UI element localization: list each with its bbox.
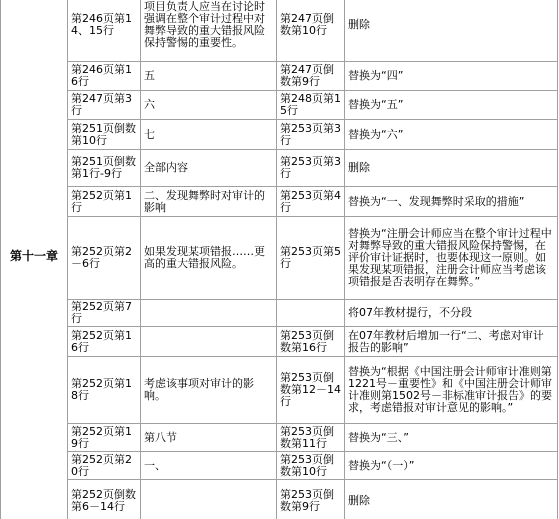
original-location: 第252页第18行 [68, 357, 141, 424]
table-row [1, 150, 558, 187]
new-location: 第253页第3行 [277, 150, 345, 187]
change-description: 替换为“五” [345, 91, 558, 120]
original-text: 全部内容 [141, 150, 277, 187]
original-location: 第252页第7行 [68, 300, 141, 327]
change-description: 替换为“四” [345, 62, 558, 91]
table-row [1, 452, 558, 480]
new-location: 第253页倒数第10行 [277, 452, 345, 480]
new-location: 第248页第15行 [277, 91, 345, 120]
change-description: 替换为“三、” [345, 424, 558, 452]
original-text: 一、 [141, 452, 277, 480]
change-description: 替换为“注册会计师应当在整个审计过程中对舞弊导致的重大错报风险保持警惕，在评价审计证据时，也要体现这一原则。如果发现某项错报，注册会计师应当考虑该项错报是否表明存在舞弊。” [345, 217, 558, 300]
original-location: 第252页第2－6行 [68, 217, 141, 300]
new-location: 第253页倒数第9行 [277, 480, 345, 519]
original-text [141, 300, 277, 327]
original-text: 五 [141, 62, 277, 91]
table-row [1, 0, 558, 62]
original-location: 第246页第14、15行 [68, 0, 141, 62]
change-description: 删除 [345, 480, 558, 519]
new-location: 第253页倒数第12－14行 [277, 357, 345, 424]
original-location: 第252页第1行 [68, 187, 141, 217]
original-text: 考虑该事项对审计的影响。 [141, 357, 277, 424]
table-row [1, 300, 558, 327]
original-text: 项目负责人应当在讨论时强调在整个审计过程中对舞弊导致的重大错报风险保持警惕的重要性。 [141, 0, 277, 62]
change-description: 删除 [345, 0, 558, 62]
table-row [1, 480, 558, 519]
change-description: 替换为“（一）” [345, 452, 558, 480]
original-location: 第252页第16行 [68, 327, 141, 357]
original-location: 第251页倒数第1行-9行 [68, 150, 141, 187]
change-description: 在07年教材后增加一行“二、考虑对审计报告的影响” [345, 327, 558, 357]
change-description: 删除 [345, 150, 558, 187]
original-location: 第246页第16行 [68, 62, 141, 91]
table-row [1, 187, 558, 217]
table-row [1, 120, 558, 150]
new-location: 第247页倒数第10行 [277, 0, 345, 62]
new-location: 第253页第4行 [277, 187, 345, 217]
original-location: 第252页第20行 [68, 452, 141, 480]
original-location: 第251页倒数第10行 [68, 120, 141, 150]
table-row [1, 424, 558, 452]
change-description: 替换为“六” [345, 120, 558, 150]
table-row [1, 217, 558, 300]
new-location: 第253页倒数第11行 [277, 424, 345, 452]
original-text [141, 480, 277, 519]
change-description: 替换为“根据《中国注册会计师审计准则第1221号－重要性》和《中国注册会计师审计准则第1502号－非标准审计报告》的要求，考虑错报对审计意见的影响。” [345, 357, 558, 424]
original-location: 第252页第19行 [68, 424, 141, 452]
original-text: 第八节 [141, 424, 277, 452]
new-location: 第247页倒数第9行 [277, 62, 345, 91]
new-location: 第253页倒数第16行 [277, 327, 345, 357]
table-row [1, 62, 558, 91]
new-location: 第253页第5行 [277, 217, 345, 300]
new-location: 第253页第3行 [277, 120, 345, 150]
change-description: 替换为“一、发现舞弊时采取的措施” [345, 187, 558, 217]
table-row [1, 91, 558, 120]
original-text [141, 327, 277, 357]
table-row [1, 357, 558, 424]
chapter-label: 第十一章 [1, 0, 68, 519]
original-text: 七 [141, 120, 277, 150]
original-text: 如果发现某项错报……更高的重大错报风险。 [141, 217, 277, 300]
new-location [277, 300, 345, 327]
original-location: 第247页第3行 [68, 91, 141, 120]
original-text: 六 [141, 91, 277, 120]
original-text: 二、发现舞弊时对审计的影响 [141, 187, 277, 217]
table-row [1, 327, 558, 357]
change-description: 将07年教材提行，不分段 [345, 300, 558, 327]
original-location: 第252页倒数第6－14行 [68, 480, 141, 519]
